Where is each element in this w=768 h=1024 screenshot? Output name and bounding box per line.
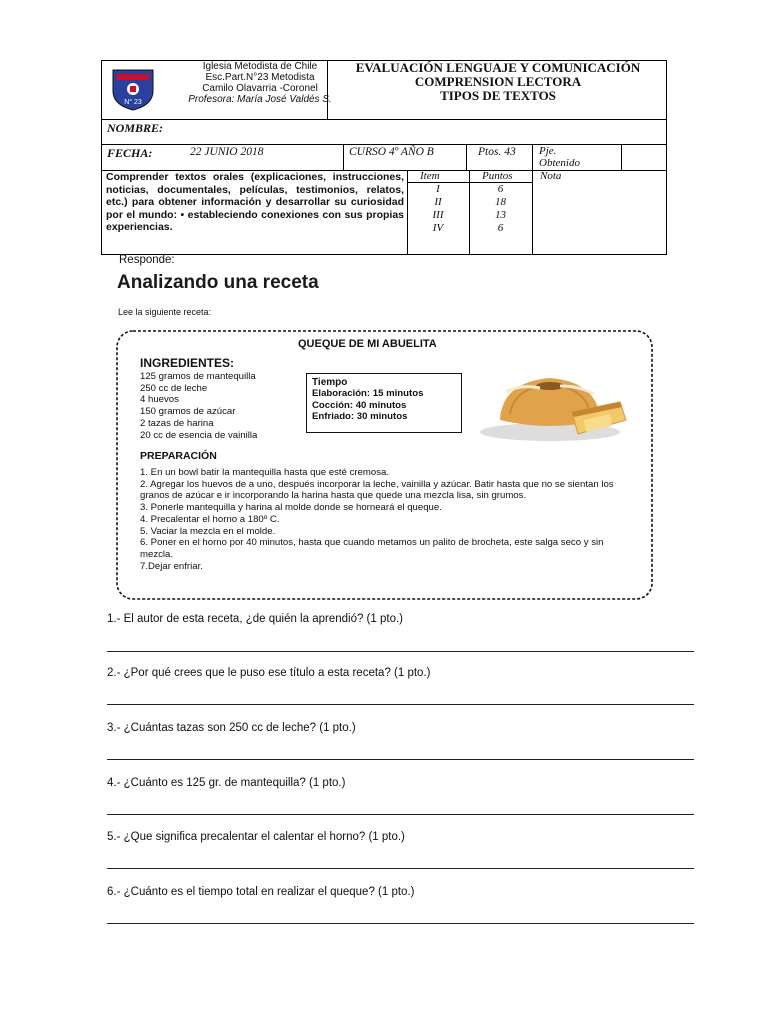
time-title: Tiempo [312,377,348,388]
ingredient: 4 huevos [140,394,179,406]
item-roman: I [436,183,440,195]
step: 2. Agregar los huevos de a uno, después incorporar la leche, vainilla y azúcar. Batir hasta que no se sientan los granos de azúcar e ir incorporando la harina hasta que quede una mezcla lisa, sin grumos. [140,478,614,502]
question-6: 6.- ¿Cuánto es el tiempo total en realizar el queque? (1 pto.) [107,886,415,898]
step: 1. En un bowl batir la mantequilla hasta que esté cremosa. [140,467,390,478]
question-5: 5.- ¿Que significa precalentar el calentar el horno? (1 pto.) [107,831,405,843]
answer-line-1[interactable] [107,651,694,652]
cake-image [480,362,628,442]
ingredient: 20 cc de esencia de vainilla [140,429,258,441]
pje-obtenido-label: Pje. Obtenido [539,145,580,169]
preparation-title: PREPARACIÓN [140,450,217,462]
step: 4. Precalentar el horno a 180º C. [140,513,280,525]
fecha-label: FECHA: [107,146,153,160]
activity-title: Analizando una receta [117,272,319,293]
school-line-3: Camilo Olavarria -Coronel [202,83,318,94]
answer-line-6[interactable] [107,923,694,924]
logo-text: N° 23 [124,99,142,106]
curso-value: CURSO 4º AÑO B [349,146,434,158]
item-header: Item [420,170,440,182]
objective-text: Comprender textos orales (explicaciones, instrucciones, noticias, documentales, películas, testimonios, relatos, etc.) para obtener información y desarrollar su curiosidad por el mundo: • estableciendo conexiones con sus propias experiencias. [106,171,404,234]
points-column [469,183,532,235]
answer-line-2[interactable] [107,704,694,705]
item-points: 18 [495,196,506,208]
time-coccion: Cocción: 40 minutos [312,399,407,411]
question-3: 3.- ¿Cuántas tazas son 250 cc de leche? (1 pto.) [107,722,356,734]
nombre-label: NOMBRE: [107,121,164,135]
ingredient: 150 gramos de azúcar [140,406,236,418]
answer-line-4[interactable] [107,814,694,815]
school-line-2: Esc.Part.N°23 Metodista [205,72,315,83]
item-points: 6 [497,183,504,195]
step: 7.Dejar enfriar. [140,560,203,572]
evaluation-title [328,61,668,103]
title-line-2: COMPRENSION LECTORA [414,74,582,89]
time-box [306,373,462,433]
ingredients-title: INGREDIENTES: [140,356,235,370]
activity-intro: Lee la siguiente receta: [118,307,212,317]
nota-header: Nota [540,170,562,182]
header-table [101,60,667,255]
step: 3. Ponerle mantequilla y harina al molde donde se horneará el queque. [140,502,442,514]
step: 5. Vaciar la mezcla en el molde. [140,525,276,537]
recipe-title: QUEQUE DE MI ABUELITA [298,338,437,350]
items-column [407,183,469,235]
answer-line-5[interactable] [107,868,694,869]
responde-label: Responde: [119,254,175,266]
time-elaboracion: Elaboración: 15 minutos [312,388,424,399]
ingredient: 2 tazas de harina [140,417,214,429]
item-roman: IV [432,222,444,234]
title-line-1: EVALUACIÓN LENGUAJE Y COMUNICACIÓN [355,60,641,75]
title-line-3: TIPOS DE TEXTOS [440,88,556,103]
item-points: 6 [497,222,504,234]
question-4: 4.- ¿Cuánto es 125 gr. de mantequilla? (1 pto.) [107,777,346,789]
item-roman: II [434,196,442,208]
school-line-1: Iglesia Metodista de Chile [202,61,318,72]
ingredient: 125 gramos de mantequilla [140,371,256,382]
step: 6. Poner en el horno por 40 minutos, hasta que cuando metamos un palito de brocheta, este salga seco y sin mezcla. [140,537,604,560]
ingredient: 250 cc de leche [140,382,208,394]
question-1: 1.- El autor de esta receta, ¿de quién la aprendió? (1 pto.) [107,613,403,625]
puntos-header: Puntos [482,170,513,182]
steps-list [140,467,625,572]
recipe-card [112,326,657,604]
item-roman: III [432,209,444,221]
ingredients-list [140,371,257,441]
teacher-name: Profesora: María José Valdés S. [188,94,332,105]
fecha-value: 22 JUNIO 2018 [190,146,264,158]
answer-line-3[interactable] [107,759,694,760]
time-enfriado: Enfriado: 30 minutos [312,411,408,423]
puntos-total: Ptos. 43 [478,146,516,158]
question-2: 2.- ¿Por qué crees que le puso ese título a esta receta? (1 pto.) [107,667,431,679]
school-logo [110,67,156,111]
item-points: 13 [495,209,506,221]
